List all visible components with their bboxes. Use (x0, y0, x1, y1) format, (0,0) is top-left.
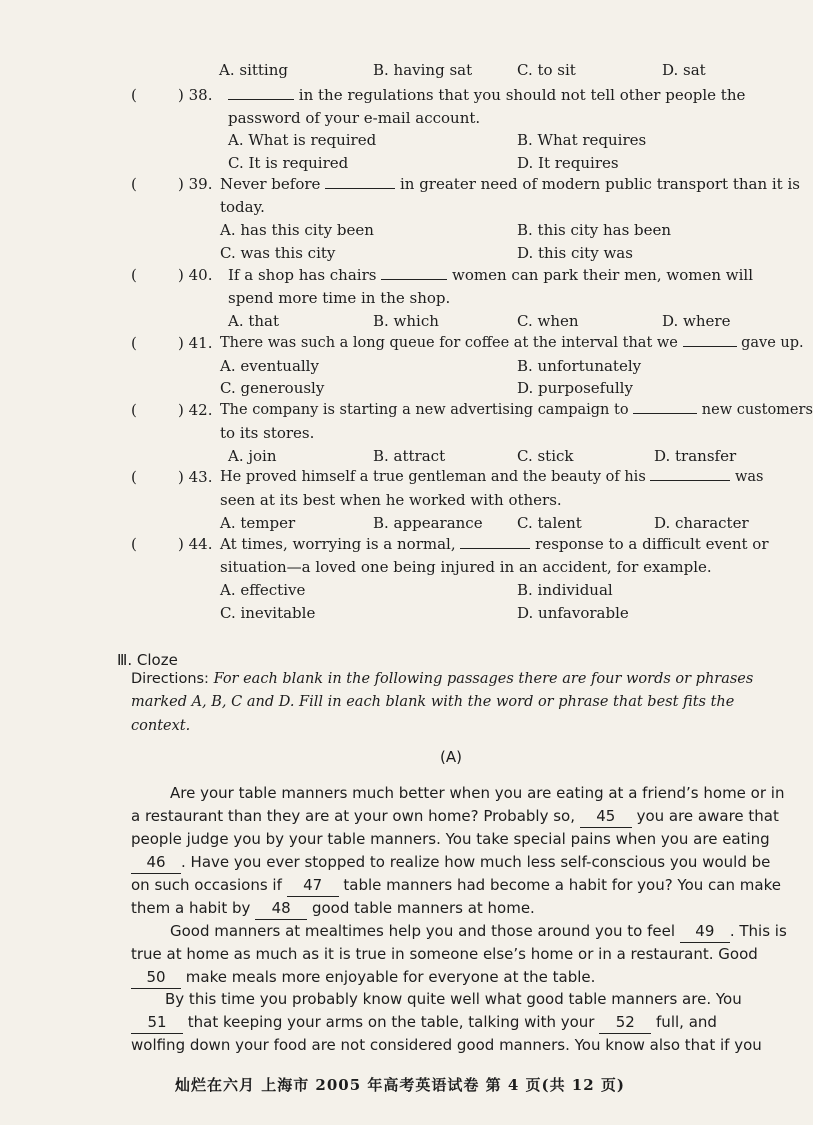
q37-option-d[interactable]: D. sat (662, 61, 706, 79)
cloze-blank-45[interactable]: 45 (580, 805, 632, 828)
q43-option-a[interactable]: A. temper (220, 514, 296, 532)
q39-stem-line2: today. (220, 198, 265, 216)
directions-line1: Directions: For each blank in the following passages there are four words or phrases (131, 671, 754, 687)
q37-option-b[interactable]: B. having sat (373, 61, 473, 79)
q43-number: ) 43. (178, 468, 213, 486)
q44-answer-paren[interactable]: ( (131, 535, 137, 553)
passage-line: Good manners at mealtimes help you and those around you to feel 49 . This is (170, 920, 787, 943)
q38-option-c[interactable]: C. It is required (228, 154, 349, 172)
q42-option-a[interactable]: A. join (228, 447, 277, 465)
q43-stem-line2: seen at its best when he worked with others. (220, 491, 562, 509)
passage-line: on such occasions if 47 table manners had become a habit for you? You can make (131, 874, 781, 897)
q40-blank[interactable] (381, 265, 447, 280)
q40-option-d[interactable]: D. where (662, 312, 731, 330)
q38-option-a[interactable]: A. What is required (228, 131, 377, 149)
q44-blank[interactable] (460, 534, 530, 549)
section-heading-cloze: Ⅲ. Cloze (117, 651, 178, 669)
q37-option-a[interactable]: A. sitting (219, 61, 288, 79)
passage-line: Are your table manners much better when you are eating at a friend’s home or in (170, 784, 785, 802)
q38-blank[interactable] (228, 85, 294, 100)
q42-number: ) 42. (178, 401, 213, 419)
q40-number: ) 40. (178, 266, 213, 284)
cloze-blank-47[interactable]: 47 (287, 874, 339, 897)
q38-stem-line1: in the regulations that you should not tell other people the (228, 84, 745, 106)
cloze-blank-51[interactable]: 51 (131, 1011, 183, 1034)
passage-line: 50 make meals more enjoyable for everyone at the table. (131, 966, 595, 989)
q41-option-c[interactable]: C. generously (220, 379, 325, 397)
page-footer: 灿烂在六月 上海市 2005 年高考英语试卷 第 4 页(共 12 页) (174, 1076, 626, 1094)
q44-option-d[interactable]: D. unfavorable (517, 604, 629, 622)
q41-number: ) 41. (178, 334, 213, 352)
q41-blank[interactable] (683, 332, 737, 347)
q41-option-a[interactable]: A. eventually (220, 357, 319, 375)
q39-number: ) 39. (178, 175, 213, 193)
passage-line: people judge you by your table manners. You take special pains when you are eating (131, 830, 770, 848)
q42-blank[interactable] (633, 399, 697, 414)
cloze-blank-48[interactable]: 48 (255, 897, 307, 920)
q40-option-c[interactable]: C. when (517, 312, 579, 330)
q41-option-d[interactable]: D. purposefully (517, 379, 633, 397)
q42-option-b[interactable]: B. attract (373, 447, 446, 465)
q40-stem-line1: If a shop has chairs women can park their men, women will (228, 266, 754, 284)
q43-option-b[interactable]: B. appearance (373, 514, 483, 532)
passage-line: wolfing down your food are not considered good manners. You know also that if you (131, 1036, 762, 1054)
passage-line: 46 . Have you ever stopped to realize how much less self-conscious you would be (131, 851, 770, 874)
q42-stem-line2: to its stores. (220, 424, 315, 442)
q44-option-c[interactable]: C. inevitable (220, 604, 316, 622)
q43-blank[interactable] (650, 466, 730, 481)
q39-option-b[interactable]: B. this city has been (517, 221, 672, 239)
q43-stem-line1: He proved himself a true gentleman and the beauty of his was (220, 466, 763, 488)
passage-line: By this time you probably know quite well what good table manners are. You (165, 990, 742, 1008)
q39-option-d[interactable]: D. this city was (517, 244, 633, 262)
passage-line: a restaurant than they are at your own home? Probably so, 45 you are aware that (131, 805, 779, 828)
q39-blank[interactable] (325, 174, 395, 189)
q44-stem-line1: At times, worrying is a normal, response to a difficult event or (220, 535, 769, 553)
q39-option-c[interactable]: C. was this city (220, 244, 336, 262)
passage-line: true at home as much as it is true in someone else’s home or in a restaurant. Good (131, 945, 758, 963)
q39-stem-line1: Never before in greater need of modern public transport than it is (220, 175, 800, 193)
q42-option-d[interactable]: D. transfer (654, 447, 737, 465)
q42-option-c[interactable]: C. stick (517, 447, 574, 465)
q44-option-a[interactable]: A. effective (220, 581, 306, 599)
cloze-blank-52[interactable]: 52 (599, 1011, 651, 1034)
cloze-blank-50[interactable]: 50 (131, 966, 181, 989)
q38-stem-line2: password of your e-mail account. (228, 109, 481, 127)
q43-option-d[interactable]: D. character (654, 514, 749, 532)
q39-answer-paren[interactable]: ( (131, 175, 137, 193)
q44-stem-line2: situation—a loved one being injured in an accident, for example. (220, 558, 712, 576)
q40-option-b[interactable]: B. which (373, 312, 439, 330)
q41-option-b[interactable]: B. unfortunately (517, 357, 642, 375)
q38-option-b[interactable]: B. What requires (517, 131, 647, 149)
q38-option-d[interactable]: D. It requires (517, 154, 619, 172)
q42-stem-line1: The company is starting a new advertising campaign to new customers (220, 399, 813, 421)
q42-answer-paren[interactable]: ( (131, 401, 137, 419)
directions-line2: marked A, B, C and D. Fill in each blank with the word or phrase that best fits the (131, 694, 735, 710)
q43-answer-paren[interactable]: ( (131, 468, 137, 486)
cloze-blank-46[interactable]: 46 (131, 851, 181, 874)
q38-answer-paren[interactable]: ( (131, 86, 137, 104)
cloze-blank-49[interactable]: 49 (680, 920, 730, 943)
q44-option-b[interactable]: B. individual (517, 581, 613, 599)
passage-line: 51 that keeping your arms on the table, talking with your 52 full, and (131, 1011, 717, 1034)
q40-stem-line2: spend more time in the shop. (228, 289, 451, 307)
q38-number: ) 38. (178, 86, 213, 104)
passage-line: them a habit by 48 good table manners at home. (131, 897, 535, 920)
q40-answer-paren[interactable]: ( (131, 266, 137, 284)
q40-option-a[interactable]: A. that (228, 312, 280, 330)
q41-answer-paren[interactable]: ( (131, 334, 137, 352)
q37-option-c[interactable]: C. to sit (517, 61, 576, 79)
q41-stem-line1: There was such a long queue for coffee at the interval that we gave up. (220, 332, 804, 354)
directions-line3: context. (131, 718, 191, 734)
q43-option-c[interactable]: C. talent (517, 514, 582, 532)
passage-label: (A) (440, 748, 462, 766)
q44-number: ) 44. (178, 535, 213, 553)
q39-option-a[interactable]: A. has this city been (220, 221, 374, 239)
